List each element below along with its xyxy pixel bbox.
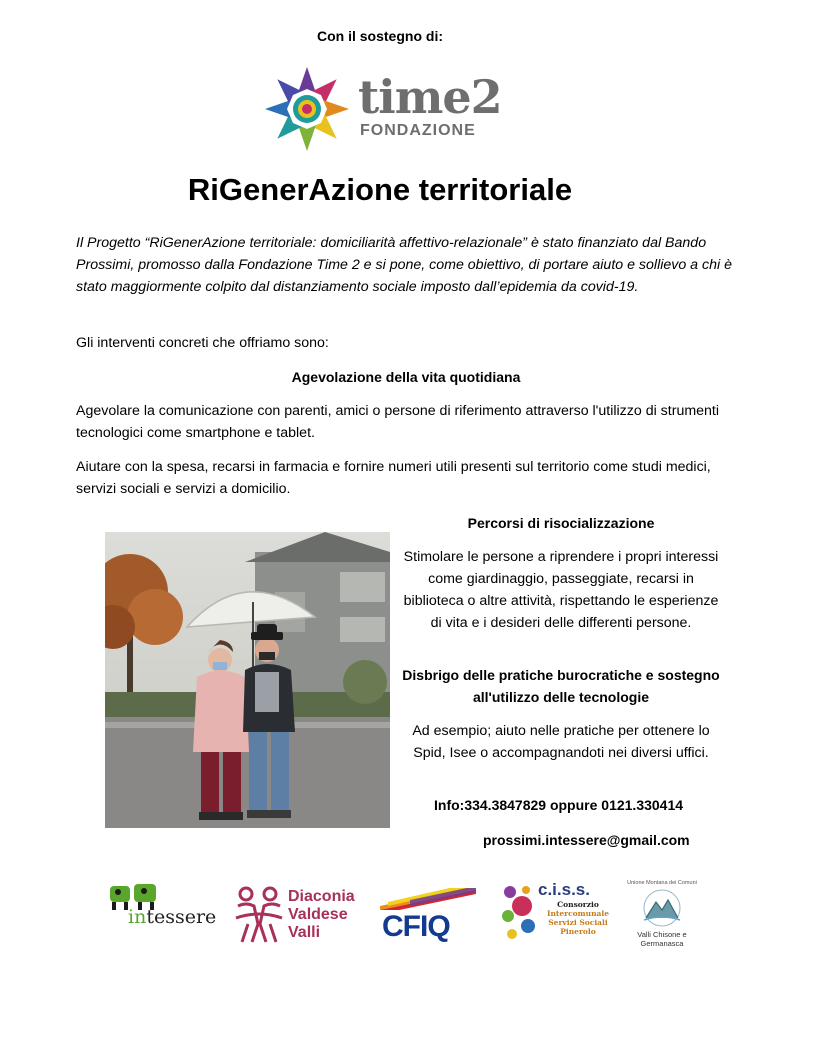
daily-life-paragraph-2: Aiutare con la spesa, recarsi in farmacia e fornire numeri utili presenti sul territorio come studi medici, servizi sociali e servizi a domicilio. <box>76 459 711 497</box>
partner-diaconia-logo <box>232 880 367 950</box>
partner-cfiq-logo <box>378 880 482 950</box>
section-heading-bureaucracy: Disbrigo delle pratiche burocratiche e sostegno all'utilizzo delle tecnologie <box>402 667 720 705</box>
mandala-star-icon <box>262 64 352 154</box>
intessere-prefix: in <box>128 906 147 928</box>
time2-logo <box>262 64 502 154</box>
resocialization-text: Stimolare le persone a riprendere i propri interessi come giardinaggio, passeggiate, recarsi in biblioteca o altre attività, rispettando le esperienze di vita e i desideri delle differenti persone. <box>403 549 719 631</box>
partner-ciss-logo <box>498 880 628 950</box>
ciss-line-1: Consorzio <box>557 900 599 909</box>
cfiq-rainbow-icon <box>380 888 476 910</box>
valli-top-text: Unione Montana dei Comuni <box>627 880 697 886</box>
bureaucracy-text: Ad esempio; aiuto nelle pratiche per ottenere lo Spid, Isee o accompagnandoti nei diversi uffici. <box>412 723 710 761</box>
contact-email: prossimi.intessere@gmail.com <box>483 832 690 848</box>
interventions-intro: Gli interventi concreti che offriamo sono: <box>76 335 329 351</box>
section-heading-resocialization: Percorsi di risocializzazione <box>467 515 655 531</box>
contact-phone: Info:334.3847829 oppure 0121.330414 <box>434 797 684 813</box>
diaconia-line-1: Diaconia <box>288 888 355 905</box>
ciss-line-4: Pinerolo <box>560 927 596 936</box>
support-text: Con il sostegno di: <box>317 28 443 44</box>
time2-brand-name: time2 <box>358 70 502 124</box>
mountain-icon <box>622 886 702 930</box>
partner-intessere-logo <box>106 880 216 950</box>
cfiq-name: CFIQ <box>382 910 450 943</box>
intessere-rest: tessere <box>146 906 217 928</box>
page-title: RiGenerAzione territoriale <box>187 172 573 207</box>
time2-brand-subtitle: FONDAZIONE <box>360 122 476 139</box>
ciss-name: c.i.s.s. <box>538 880 590 899</box>
ciss-line-2: Intercomunale <box>546 909 610 918</box>
diaconia-people-icon <box>232 884 286 946</box>
daily-life-paragraph-1: Agevolare la comunicazione con parenti, amici o persone di riferimento attraverso l'utilizzo di strumenti tecnologici come smartphone e tablet. <box>76 403 720 441</box>
couple-umbrella-photo <box>105 532 390 828</box>
ciss-dots-icon <box>498 882 538 942</box>
valli-name: Valli Chisone e Germanasca <box>637 930 687 948</box>
intro-paragraph: Il Progetto “RiGenerAzione territoriale: domiciliarità affettivo-relazionale” è stato finanziato dal Bando Prossimi, promosso dalla Fondazione Time 2 e si pone, come obiettivo, di portare aiuto e sollievo a chi è stato maggiormente colpito dal distanziamento sociale imposto dall’epidemia da covid-19. <box>76 235 732 295</box>
diaconia-line-3: Valli <box>288 924 321 941</box>
partner-valli-logo <box>622 880 702 950</box>
ciss-line-3: Servizi Sociali <box>548 918 608 927</box>
section-heading-daily-life: Agevolazione della vita quotidiana <box>291 369 521 385</box>
diaconia-line-2: Valdese <box>288 906 348 923</box>
